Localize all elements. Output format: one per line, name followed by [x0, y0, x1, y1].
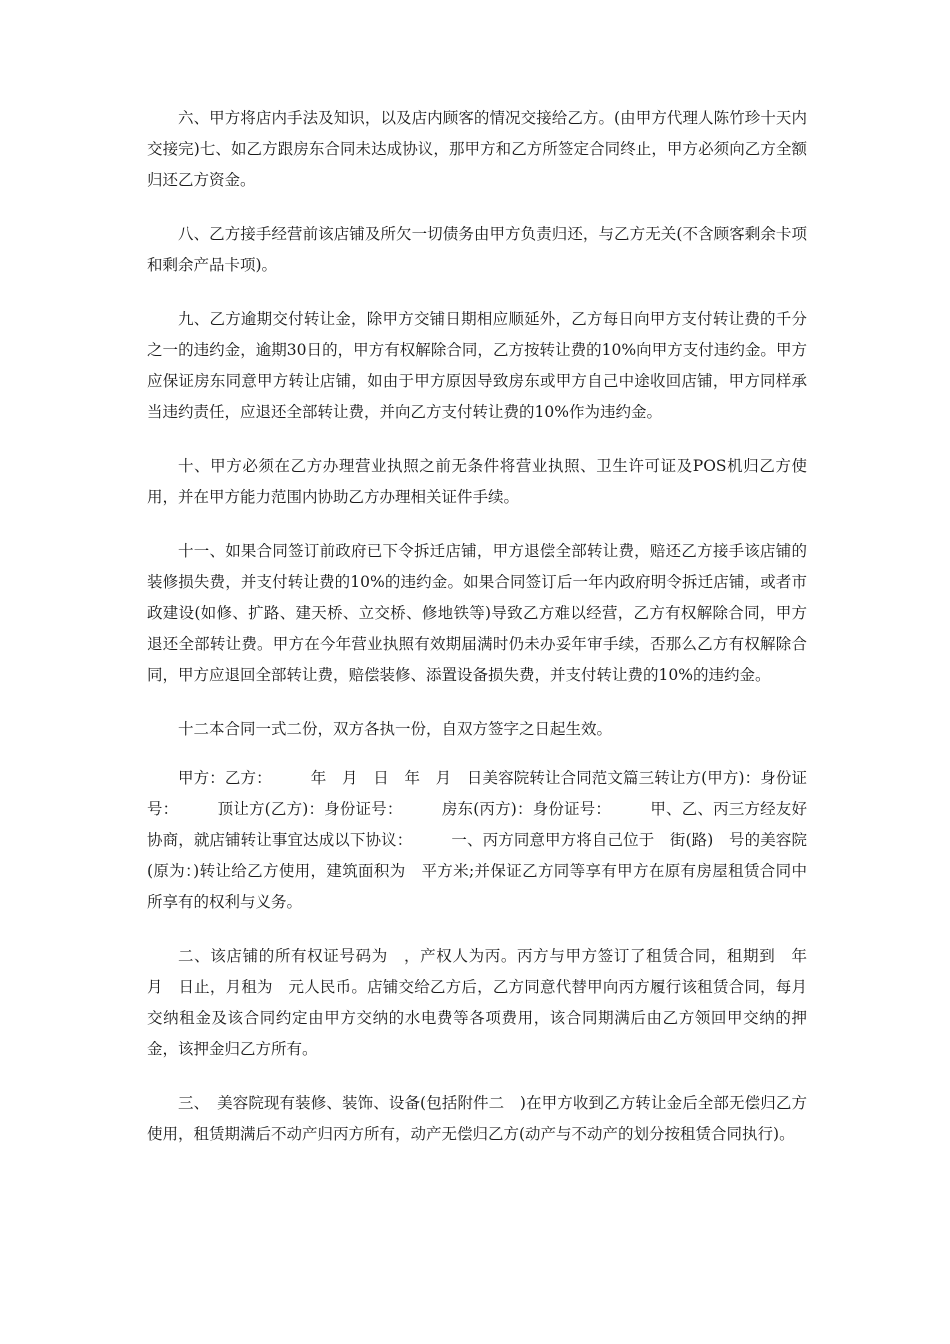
- paragraph-clause-6-7: 六、甲方将店内手法及知识，以及店内顾客的情况交接给乙方。(由甲方代理人陈竹珍十天内交接完)七、如乙方跟房东合同未达成协议，那甲方和乙方所签定合同终止，甲方必须向乙方全额归还乙方资金。: [147, 109, 807, 189]
- paragraph-clause-10: 十、甲方必须在乙方办理营业执照之前无条件将营业执照、卫生许可证及POS机归乙方使用，并在甲方能力范围内协助乙方办理相关证件手续。: [147, 457, 807, 506]
- document-page: [147, 103, 823, 1173]
- paragraph-clause-8: 八、乙方接手经营前该店铺及所欠一切债务由甲方负责归还，与乙方无关(不含顾客剩余卡项和剩余产品卡项)。: [147, 225, 807, 274]
- paragraph-clause-two: 二、该店铺的所有权证号码为 ，产权人为丙。丙方与甲方签订了租赁合同，租期到 年 月 日止，月租为 元人民币。店铺交给乙方后，乙方同意代替甲向丙方履行该租赁合同，每月交纳租金及该合同约定由甲方交纳的水电费等各项费用，该合同期满后由乙方领回甲交纳的押金，该押金归乙方所有。: [147, 947, 823, 1058]
- paragraph-clause-12: 十二本合同一式二份，双方各执一份，自双方签字之日起生效。: [178, 720, 613, 738]
- paragraph-clause-9: 九、乙方逾期交付转让金，除甲方交铺日期相应顺延外，乙方每日向甲方支付转让费的千分之一的违约金，逾期30日的，甲方有权解除合同，乙方按转让费的10%向甲方支付违约金。甲方应保证房东同意甲方转让店铺，如由于甲方原因导致房东或甲方自己中途收回店铺，甲方同样承当违约责任，应退还全部转让费，并向乙方支付转让费的10%作为违约金。: [147, 310, 807, 421]
- paragraph-signatures-and-contract-3: 甲方：乙方： 年 月 日 年 月 日美容院转让合同范文篇三转让方(甲方)：身份证号： 顶让方(乙方)：身份证号： 房东(丙方)：身份证号： 甲、乙、丙三方经友好协商，就店铺转让事宜达成以下协议： 一、丙方同意甲方将自己位于 街(路) 号的美容院(原为：)转让给乙方使用，建筑面积为 平方米;并保证乙方同等享有甲方在原有房屋租赁合同中所享有的权利与义务。: [147, 769, 807, 911]
- paragraph-clause-11: 十一、如果合同签订前政府已下令拆迁店铺，甲方退偿全部转让费，赔还乙方接手该店铺的装修损失费，并支付转让费的10%的违约金。如果合同签订后一年内政府明令拆迁店铺，或者市政建设(如修、扩路、建天桥、立交桥、修地铁等)导致乙方难以经营，乙方有权解除合同，甲方退还全部转让费。甲方在今年营业执照有效期届满时仍未办妥年审手续，否那么乙方有权解除合同，甲方应退回全部转让费，赔偿装修、添置设备损失费，并支付转让费的10%的违约金。: [147, 542, 807, 684]
- paragraph-clause-three: 三、 美容院现有装修、装饰、设备(包括附件二 )在甲方收到乙方转让金后全部无偿归乙方使用，租赁期满后不动产归丙方所有，动产无偿归乙方(动产与不动产的划分按租赁合同执行)。: [147, 1094, 807, 1143]
